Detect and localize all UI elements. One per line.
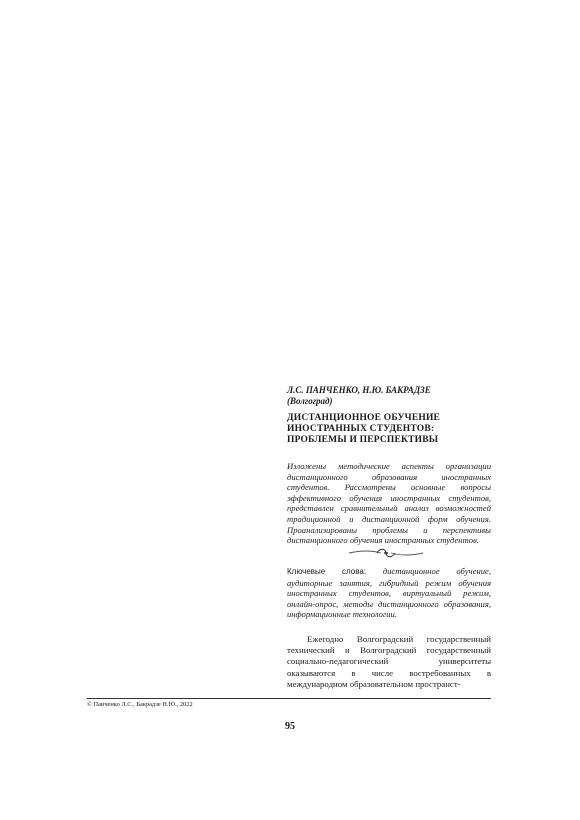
footnote-rule <box>87 698 491 699</box>
title-line: ДИСТАНЦИОННОЕ ОБУЧЕНИЕ <box>287 413 441 423</box>
ornament-divider-icon <box>347 546 425 560</box>
keywords-label: Ключевые слова: <box>287 567 367 576</box>
title-line: ПРОБЛЕМЫ И ПЕРСПЕКТИВЫ <box>287 435 439 445</box>
body-paragraph: Ежегодно Волгоградский государственный технический и Волгоградский государственный социально-педагогический университеты оказываются в числе востребованных в международном образовательном пространст- <box>287 634 491 689</box>
keywords-block <box>287 566 491 620</box>
authors: Л.С. ПАНЧЕНКО, Н.Ю. БАКРАДЗЕ <box>287 385 431 395</box>
article-title <box>287 413 491 446</box>
abstract: Изложены методические аспекты организации дистанционного образования иностранных студентов. Рассмотрены основные вопросы эффективного обучения иностранных студентов, представлен сравнительный анализ возможностей традиционной и дистанционной форм обучения. Проанализированы проблемы и перспективы дистанционного обучения иностранных студентов. <box>287 461 491 546</box>
copyright-note: © Панченко Л.С., Бакрадзе Н.Ю., 2022 <box>87 701 193 708</box>
author-city: (Волгоград) <box>287 396 333 406</box>
title-line: ИНОСТРАННЫХ СТУДЕНТОВ: <box>287 424 435 434</box>
keywords-text: дистанционное обучение, аудиторные занятия, гибридный режим обучения иностранных студентов, виртуальный режим, онлайн-опрос, методы дистанционного образования, информационные технологии. <box>287 566 491 620</box>
author-block <box>287 385 491 407</box>
page-number: 95 <box>285 721 295 732</box>
